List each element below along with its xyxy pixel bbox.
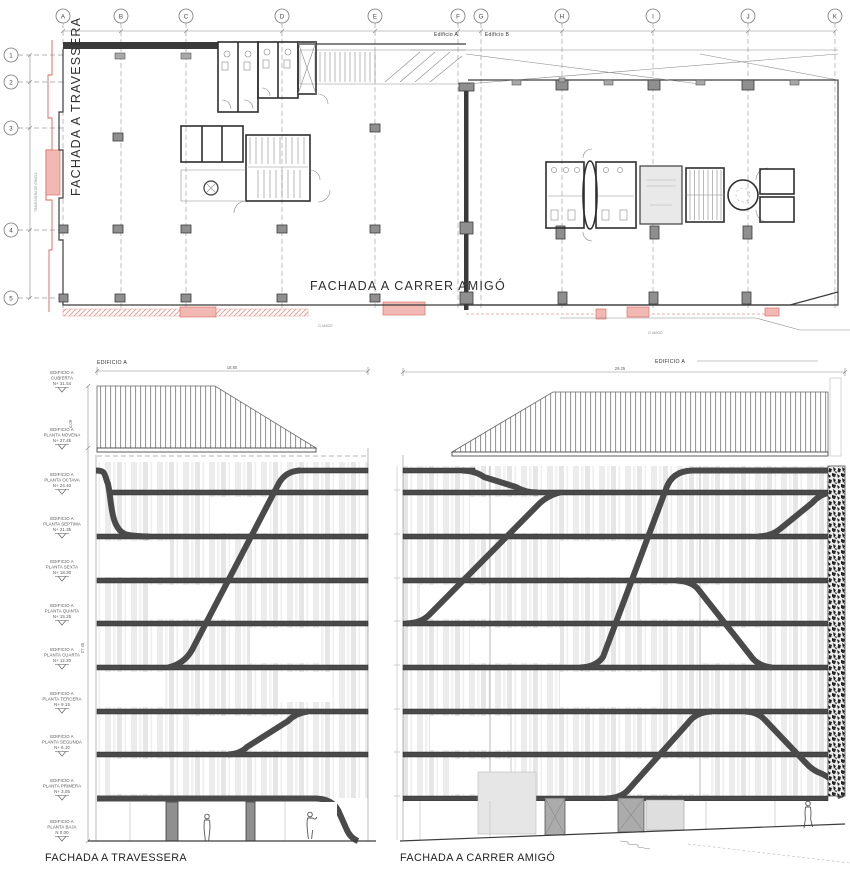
grid-letter: A [60,13,66,21]
level-elevation: N+ 24.40 [52,483,72,488]
level-elevation: N+ 9.15 [54,702,70,707]
level-elevation: N+ 12.20 [52,658,72,663]
core-building-a [181,42,330,213]
grid-number: 2 [9,79,13,87]
grid-bubble-f [451,9,465,23]
grid-bubble-d [275,9,289,23]
stair-b [686,168,724,222]
north-facade-wall [63,42,218,49]
fachada-travessera-label: FACHADA A TRAVESSERA [69,16,83,196]
grid-number: 1 [9,52,13,60]
grid-bubble-2 [4,75,18,89]
grid-bubble-k [828,9,842,23]
level-marker-icon [55,709,69,714]
grid-letter: E [372,13,378,21]
grid-bubble-e [368,9,382,23]
width-dimension: 18.80 [226,365,238,370]
level-name: PLANTA SEPTIMA [43,521,81,527]
grid-bubble-i [646,9,660,23]
level-name: PLANTA SEGUNDA [41,739,83,745]
grid-bubble-5 [4,291,18,305]
level-elevation: N 0.00 [55,830,69,835]
stair-a [246,135,310,201]
ground-floor-left [88,802,376,841]
level-building: EDIFICIO A [50,691,74,696]
level-building: EDIFICIO A [50,647,74,652]
level-elevation: N+ 31.54 [52,381,72,386]
level-label-cubierta [50,370,73,392]
pergola-right [452,378,841,456]
level-building: EDIFICIO A [50,370,74,375]
level-elevation: N+ 21.35 [52,527,72,532]
level-elevation: N+ 6.10 [54,745,70,750]
grid-letter: H [559,13,565,21]
level-label-segunda [42,734,82,756]
garage-door-2 [618,798,644,832]
grid-column-labels [56,9,842,23]
level-marker-icon [55,837,69,842]
level-name: CUBIERTA [50,375,74,381]
level-name: PLANTA NOVENA [43,432,81,438]
level-marker-icon [55,534,69,539]
level-building: EDIFICIO A [50,819,74,824]
height-dimension: 27.45 [80,642,85,654]
width-dimension: 29.25 [614,366,626,371]
level-marker-icon [55,490,69,495]
top-ramp-strip [300,50,466,84]
level-building: EDIFICIO A [50,472,74,477]
elevation-right-title: EDIFICIO A [655,359,686,365]
columns-building-a [59,53,380,302]
grid-letter: J [746,13,750,21]
grid-bubble-3 [4,121,18,135]
fachada-amigo-label: FACHADA A CARRER AMIGÓ [310,279,506,293]
elevator-bank-a [181,126,243,162]
level-building: EDIFICIO A [50,603,74,608]
level-label-sexta [46,559,78,581]
level-marker-icon [55,577,69,582]
grid-letter: I [652,13,654,21]
street-amigo-label-b: C/ AMIGÓ [648,331,663,335]
level-building: EDIFICIO A [50,516,74,521]
level-label-baja [47,819,76,841]
elevators-b [760,169,794,222]
level-building: EDIFICIO A [50,427,74,432]
level-label-novena [44,427,81,449]
lens-lobby [583,161,597,229]
level-name: PLANTA CUARTA [44,652,80,658]
level-building: EDIFICIO A [50,734,74,739]
level-name: PLANTA SEXTA [45,564,79,570]
grid-letter: G [478,13,484,21]
elevation-left [68,360,376,843]
level-marker-icon [55,665,69,670]
street-amigo-label-a: C/ AMIGÓ [318,324,333,328]
grid-letter: D [279,13,285,21]
facade-left [88,448,376,841]
grid-lines [18,23,837,308]
level-elevation: N+ 3.05 [54,789,70,794]
level-elevation: N+ 18.30 [52,570,72,575]
grid-bubble-g [474,9,488,23]
garage-door-1 [545,798,565,835]
grid-bubble-b [114,9,128,23]
grid-letter: K [832,13,838,21]
level-name: PLANTA OCTAVA [44,477,80,483]
level-elevation: N+ 15.25 [52,614,72,619]
grid-bubble-a [56,9,70,23]
grid-letter: F [456,13,460,21]
caption-left: FACHADA A TRAVESSERA [45,852,188,864]
grid-number: 4 [9,227,13,235]
level-building: EDIFICIO A [50,778,74,783]
building-b-label: Edificio B [484,32,510,38]
elevation-right [394,359,850,863]
pergola-dimension: 4.09 [68,419,73,429]
building-a-label: Edificio A [433,32,459,38]
grid-bubble-c [179,9,193,23]
level-label-octava [44,472,79,494]
elevation-left-title: EDIFICIO A [97,360,128,366]
pergola-left [97,386,368,456]
grid-bubble-1 [4,48,18,62]
level-marker-icon [55,621,69,626]
floor-plan [4,9,850,335]
level-marker-icon [55,445,69,450]
level-labels [42,370,82,841]
level-name: PLANTA BAJA [47,824,77,830]
level-elevation: N+ 27.45 [52,438,72,443]
grid-number: 3 [9,125,13,133]
level-label-cuarta [44,647,80,669]
party-wall [459,83,474,310]
building-a-plan [34,17,506,328]
wc-fixtures-a [222,49,291,109]
grid-number: 5 [9,295,13,303]
entry-panel [646,800,684,830]
caption-right: FACHADA A CARRER AMIGÓ [400,852,556,864]
level-name: PLANTA TERCERA [42,696,82,702]
grid-bubble-4 [4,223,18,237]
shaded-room-b [640,166,682,224]
green-wall-strip [828,466,845,796]
level-name: PLANTA QUINTA [44,608,80,614]
grid-bubble-h [555,9,569,23]
level-label-quinta [45,603,80,625]
level-label-septima [43,516,81,538]
level-building: EDIFICIO A [50,559,74,564]
level-name: PLANTA PRIMERA [42,783,82,789]
street-travessera-label: TRAVESSERA DE GRÀCIA [34,172,38,212]
level-marker-icon [55,752,69,757]
level-marker-icon [55,796,69,801]
wc-fixtures-b [548,167,634,220]
grid-bubble-j [741,9,755,23]
facade-right [400,455,850,863]
grid-letter: B [118,13,124,21]
grid-letter: C [183,13,189,21]
core-building-b [546,149,794,241]
level-label-tercera [42,691,81,713]
grid-row-labels [4,48,18,305]
level-marker-icon [55,388,69,393]
level-label-primera [43,778,81,800]
